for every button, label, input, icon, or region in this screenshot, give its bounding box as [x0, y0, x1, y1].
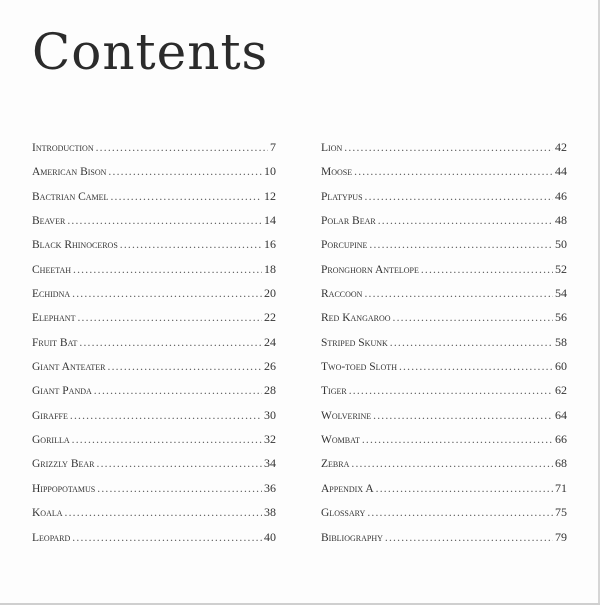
toc-entry-label: Introduction: [32, 142, 94, 154]
dot-leader: [378, 215, 553, 227]
toc-entry-page-number: 36: [264, 480, 276, 495]
toc-entry-page-number: 28: [264, 383, 276, 398]
dot-leader: [367, 507, 553, 519]
dot-leader: [72, 532, 262, 544]
toc-entry-page-number: 79: [555, 529, 567, 544]
toc-entry: [321, 530, 567, 554]
toc-entry-label: Moose: [321, 166, 353, 179]
dot-leader: [94, 385, 262, 397]
toc-entry: [321, 213, 567, 237]
toc-entry: [321, 237, 567, 261]
toc-entry-label: Giant Panda: [32, 385, 92, 398]
toc-entry-label: Fruit Bat: [32, 336, 78, 349]
toc-entry-label: Giraffe: [32, 409, 68, 422]
toc-entry: [32, 189, 276, 213]
toc-entry-label: Red Kangaroo: [321, 312, 391, 325]
toc-right-column: [321, 140, 567, 554]
toc-entry-page-number: 38: [264, 505, 276, 520]
toc-entry-label: Giant Anteater: [32, 361, 106, 374]
toc-entry-page-number: 24: [264, 334, 276, 349]
toc-entry-label: Platypus: [321, 190, 363, 203]
toc-entry-page-number: 30: [264, 407, 276, 422]
toc-entry-page-number: 58: [555, 334, 567, 349]
toc-entry-page-number: 50: [555, 237, 567, 252]
dot-leader: [70, 410, 262, 422]
toc-entry: [32, 140, 276, 164]
toc-entry-label: Koala: [32, 507, 63, 520]
toc-entry-page-number: 20: [264, 286, 276, 301]
toc-entry: [32, 213, 276, 237]
toc-entry-page-number: 40: [264, 529, 276, 544]
toc-entry-page-number: 68: [555, 456, 567, 471]
toc-entry-label: Leopard: [32, 531, 71, 544]
toc-entry-label: Beaver: [32, 215, 66, 228]
toc-entry-page-number: 26: [264, 359, 276, 374]
toc-entry-label: Bactrian Camel: [32, 190, 109, 203]
toc-entry: [32, 505, 276, 529]
toc-entry: [321, 456, 567, 480]
dot-leader: [77, 312, 262, 324]
toc-entry: [321, 335, 567, 359]
dot-leader: [72, 434, 262, 446]
toc-entry-label: Two-toed Sloth: [321, 361, 397, 374]
toc-entry-page-number: 71: [555, 480, 567, 495]
dot-leader: [365, 191, 553, 203]
toc-entry-page-number: 66: [555, 432, 567, 447]
toc-entry: [321, 310, 567, 334]
dot-leader: [79, 337, 262, 349]
toc-entry-page-number: 46: [555, 188, 567, 203]
toc-entry-label: Pronghorn Antelope: [321, 263, 419, 276]
dot-leader: [421, 264, 553, 276]
dot-leader: [385, 532, 553, 544]
dot-leader: [399, 361, 553, 373]
toc-entry: [32, 408, 276, 432]
dot-leader: [108, 361, 262, 373]
toc-entry: [321, 383, 567, 407]
dot-leader: [344, 142, 553, 154]
toc-entry-label: Appendix A: [321, 482, 374, 495]
toc-entry-page-number: 54: [555, 286, 567, 301]
toc-entry-label: Black Rhinoceros: [32, 239, 118, 252]
toc-entry-page-number: 32: [264, 432, 276, 447]
dot-leader: [67, 215, 262, 227]
dot-leader: [362, 434, 553, 446]
toc-entry-label: Echidna: [32, 288, 71, 301]
dot-leader: [96, 142, 268, 154]
toc-entry-page-number: 44: [555, 164, 567, 179]
toc-entry: [321, 432, 567, 456]
toc-entry-label: Wolverine: [321, 409, 372, 422]
toc-entry: [32, 530, 276, 554]
toc-entry: [321, 189, 567, 213]
dot-leader: [393, 312, 553, 324]
toc-entry: [32, 335, 276, 359]
toc-entry: [32, 286, 276, 310]
toc-entry-page-number: 64: [555, 407, 567, 422]
toc-entry: [32, 432, 276, 456]
toc-entry-label: Cheetah: [32, 263, 72, 276]
toc-entry: [32, 359, 276, 383]
toc-left-column: [32, 140, 276, 554]
toc-entry: [321, 505, 567, 529]
toc-entry: [32, 164, 276, 188]
toc-entry: [321, 262, 567, 286]
dot-leader: [65, 507, 262, 519]
toc-entry-label: Porcupine: [321, 239, 368, 252]
dot-leader: [120, 239, 262, 251]
page-title: Contents: [32, 23, 269, 81]
toc-entry-label: Gorilla: [32, 434, 70, 447]
toc-entry: [32, 237, 276, 261]
toc-entry-label: Lion: [321, 142, 343, 154]
toc-entry-label: Elephant: [32, 312, 76, 325]
toc-entry-label: American Bison: [32, 166, 107, 179]
dot-leader: [97, 483, 262, 495]
dot-leader: [376, 483, 553, 495]
dot-leader: [369, 239, 553, 251]
toc-entry-page-number: 62: [555, 383, 567, 398]
toc-entry-label: Raccoon: [321, 288, 363, 301]
toc-entry-label: Tiger: [321, 385, 347, 398]
toc-entry-page-number: 48: [555, 213, 567, 228]
toc-entry: [321, 359, 567, 383]
dot-leader: [373, 410, 553, 422]
dot-leader: [73, 264, 262, 276]
toc-entry: [32, 262, 276, 286]
dot-leader: [110, 191, 262, 203]
toc-entry-page-number: 16: [264, 237, 276, 252]
dot-leader: [354, 166, 553, 178]
toc-entry-label: Striped Skunk: [321, 336, 388, 349]
toc-entry-label: Grizzly Bear: [32, 458, 95, 471]
toc-entry-label: Zebra: [321, 458, 350, 471]
toc-entry: [32, 383, 276, 407]
dot-leader: [72, 288, 262, 300]
toc-entry-label: Glossary: [321, 507, 366, 520]
toc-entry-page-number: 14: [264, 213, 276, 228]
toc-entry: [32, 481, 276, 505]
toc-entry: [321, 481, 567, 505]
toc-entry: [321, 286, 567, 310]
dot-leader: [364, 288, 553, 300]
toc-entry: [32, 310, 276, 334]
toc-entry: [32, 456, 276, 480]
toc-entry-page-number: 18: [264, 261, 276, 276]
toc-entry-label: Hippopotamus: [32, 482, 96, 495]
toc-entry-page-number: 34: [264, 456, 276, 471]
toc-entry-page-number: 75: [555, 505, 567, 520]
toc-entry-page-number: 10: [264, 164, 276, 179]
toc-entry-page-number: 7: [270, 140, 276, 154]
dot-leader: [349, 385, 553, 397]
toc-entry-label: Wombat: [321, 434, 360, 447]
dot-leader: [97, 458, 263, 470]
dot-leader: [351, 458, 553, 470]
toc-entry-page-number: 22: [264, 310, 276, 325]
toc-entry-page-number: 42: [555, 140, 567, 154]
toc-entry: [321, 164, 567, 188]
dot-leader: [108, 166, 262, 178]
toc-entry-label: Polar Bear: [321, 215, 376, 228]
toc-entry-page-number: 56: [555, 310, 567, 325]
toc-entry-page-number: 12: [264, 188, 276, 203]
toc-entry-page-number: 60: [555, 359, 567, 374]
toc-entry: [321, 408, 567, 432]
toc-entry-page-number: 52: [555, 261, 567, 276]
toc-entry-label: Bibliography: [321, 531, 383, 544]
dot-leader: [390, 337, 553, 349]
toc-entry: [321, 140, 567, 164]
